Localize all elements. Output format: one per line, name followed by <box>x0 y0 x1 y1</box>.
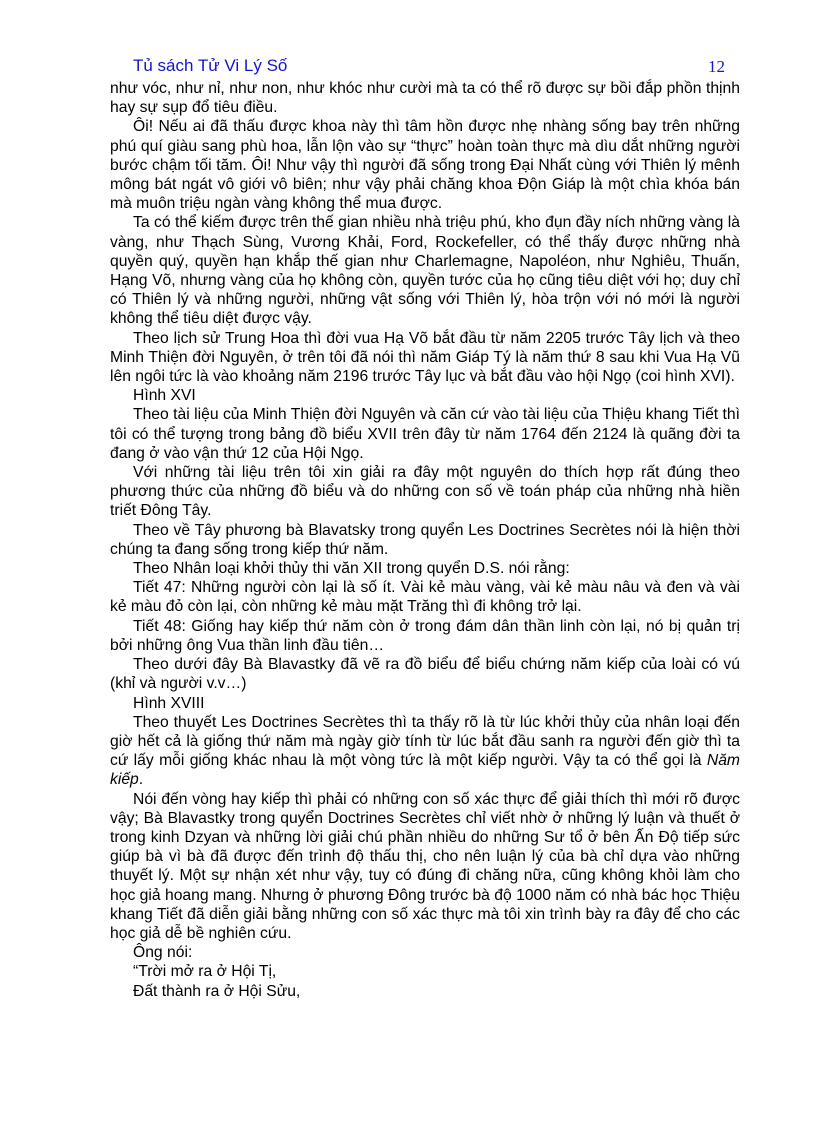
paragraph-text: Hình XVIII <box>133 694 205 712</box>
paragraph <box>110 694 740 713</box>
paragraph-text: Với những tài liệu trên tôi xin giải ra đây một nguyên do thích hợp rất đúng theo phương thức của những đồ biểu và do những con số về toán pháp của những nhà hiền triết Đông Tây. <box>110 464 740 520</box>
paragraph-text: Theo lịch sử Trung Hoa thì đời vua Hạ Võ bắt đầu từ năm 2205 trước Tây lịch và theo Minh Thiện đời Nguyên, ở trên tôi đã nói thì năm Giáp Tý là năm thứ 8 sau khi Vua Hạ Vũ lên ngôi tức là vào khoảng năm 2196 trước Tây lục và bắt đầu vào hội Ngọ (coi hình XVI). <box>110 329 740 386</box>
paragraph <box>110 962 740 981</box>
paragraph-text: Ông nói: <box>133 944 193 962</box>
paragraph <box>110 117 740 213</box>
paragraph <box>110 790 740 944</box>
book-series-title: Tủ sách Tử Vi Lý Số <box>133 56 288 75</box>
paragraph-text: như vóc, như nỉ, như non, như khóc như cười mà ta có thể rõ được sự bồi đắp phồn thịnh hay sự sụp đổ tiêu điều. <box>110 80 740 117</box>
document-body <box>110 79 740 1001</box>
paragraph <box>110 578 740 616</box>
page-number: 12 <box>708 57 725 76</box>
paragraph <box>110 386 740 405</box>
paragraph-text: Đất thành ra ở Hội Sửu, <box>133 982 301 1000</box>
paragraph <box>110 713 740 790</box>
paragraph-text: Theo về Tây phương bà Blavatsky trong quyển Les Doctrines Secrètes nói là hiện thời chúng ta đang sống trong kiếp thứ năm. <box>110 521 740 558</box>
paragraph <box>110 521 740 559</box>
paragraph <box>110 405 740 463</box>
paragraph <box>110 463 740 521</box>
paragraph <box>110 943 740 962</box>
paragraph-text: Tiết 47: Những người còn lại là số ít. Vài kẻ màu vàng, vài kẻ màu nâu và đen và vài kẻ màu đỏ còn lại, còn những kẻ màu mặt Trăng thì đi không trở lại. <box>110 579 740 616</box>
emphasized-term: Năm kiếp <box>110 752 740 789</box>
paragraph <box>110 982 740 1001</box>
paragraph-text: Ta có thể kiếm được trên thế gian nhiều nhà triệu phú, kho đụn đầy ních những vàng là vàng, như Thạch Sùng, Vương Khải, Ford, Rockefeller, có thể thấy được những nhà quyền quý, quyền hạn khắp thế gian như Charlemagne, Napoléon, như Nghiêu, Thuấn, Hạng Võ, nhưng vàng của họ không còn, quyền tước của họ cũng tiêu diệt với họ; duy chỉ có Thiên lý và những người, những vật sống với Thiên lý, hòa trộn với nó mới là người không thể tiêu diệt được vậy. <box>110 214 740 328</box>
paragraph-tail: . <box>138 771 144 789</box>
paragraph <box>110 329 740 387</box>
page-header <box>133 56 725 80</box>
paragraph-text: Theo thuyết Les Doctrines Secrètes thì ta thấy rõ là từ lúc khởi thủy của nhân loại đến giờ hết cả là giống thứ năm mà ngày giờ tính từ lúc bắt đầu sanh ra người đến giờ thì ta cứ lấy mỗi giống khác nhau là một vòng tức là một kiếp người. Vậy ta có thể gọi là <box>110 713 740 770</box>
paragraph <box>110 655 740 693</box>
paragraph-text: Theo dưới đây Bà Blavastky đã vẽ ra đồ biểu để biểu chứng năm kiếp của loài có vú (khỉ và người v.v…) <box>110 656 740 693</box>
paragraph <box>110 559 740 578</box>
paragraph-text: Hình XVI <box>133 387 196 405</box>
paragraph-text: Nói đến vòng hay kiếp thì phải có những con số xác thực để giải thích thì mới rõ được vậy; Bà Blavastky trong quyển Doctrines Secrètes chỉ viết nhờ ở những lý luận và thuết ở trong kinh Dzyan và những lời giải chú phần nhiều do những Sư tổ ở bên Ấn Độ tiếp sức giúp bà vì bà đã được đến trình độ thấu thị, cho nên luận lý của bà chỉ dựa vào những thuyết lý. Một sự nhận xét như vậy, tuy có đúng đi chăng nữa, cũng không khỏi làm cho học giả hoang mang. Nhưng ở phương Đông trước bà độ 1000 năm có nhà bác học Thiệu khang Tiết đã diễn giải bằng những con số xác thực mà tôi xin trình bày ra đây để cho các học giả dễ bề nghiên cứu. <box>110 790 740 942</box>
paragraph-text: “Trời mở ra ở Hội Tị, <box>133 963 277 981</box>
paragraph-text: Tiết 48: Giống hay kiếp thứ năm còn ở trong đám dân thần linh còn lại, nó bị quản trị bởi những ông Vua thần linh đầu tiên… <box>110 617 740 654</box>
paragraph-text: Theo Nhân loại khởi thủy thi văn XII trong quyển D.S. nói rằng: <box>133 560 570 578</box>
paragraph-text: Ôi! Nếu ai đã thấu được khoa này thì tâm hồn được nhẹ nhàng sống bay trên những phú quí giàu sang phù hoa, lẫn lộn vào sự “thực” hoàn toàn thực mà dìu dắt những người bước chậm tối tăm. Ôi! Như vậy thì người đã sống trong Đại Nhất cùng với Thiên lý mênh mông bát ngát vô giới vô biên; như vậy phải chăng khoa Độn Giáp là một chìa khóa bán mà muôn triệu ngàn vàng không thể mua được. <box>110 118 740 213</box>
paragraph-text: Theo tài liệu của Minh Thiện đời Nguyên và căn cứ vào tài liệu của Thiệu khang Tiết thì tôi có thể tượng trong bảng đồ biểu XVII trên đây từ năm 1764 đến 2124 là quãng đời ta đang ở vào vận thứ 12 của Hội Ngọ. <box>110 406 740 462</box>
paragraph <box>110 617 740 655</box>
paragraph <box>110 213 740 328</box>
paragraph <box>110 79 740 117</box>
